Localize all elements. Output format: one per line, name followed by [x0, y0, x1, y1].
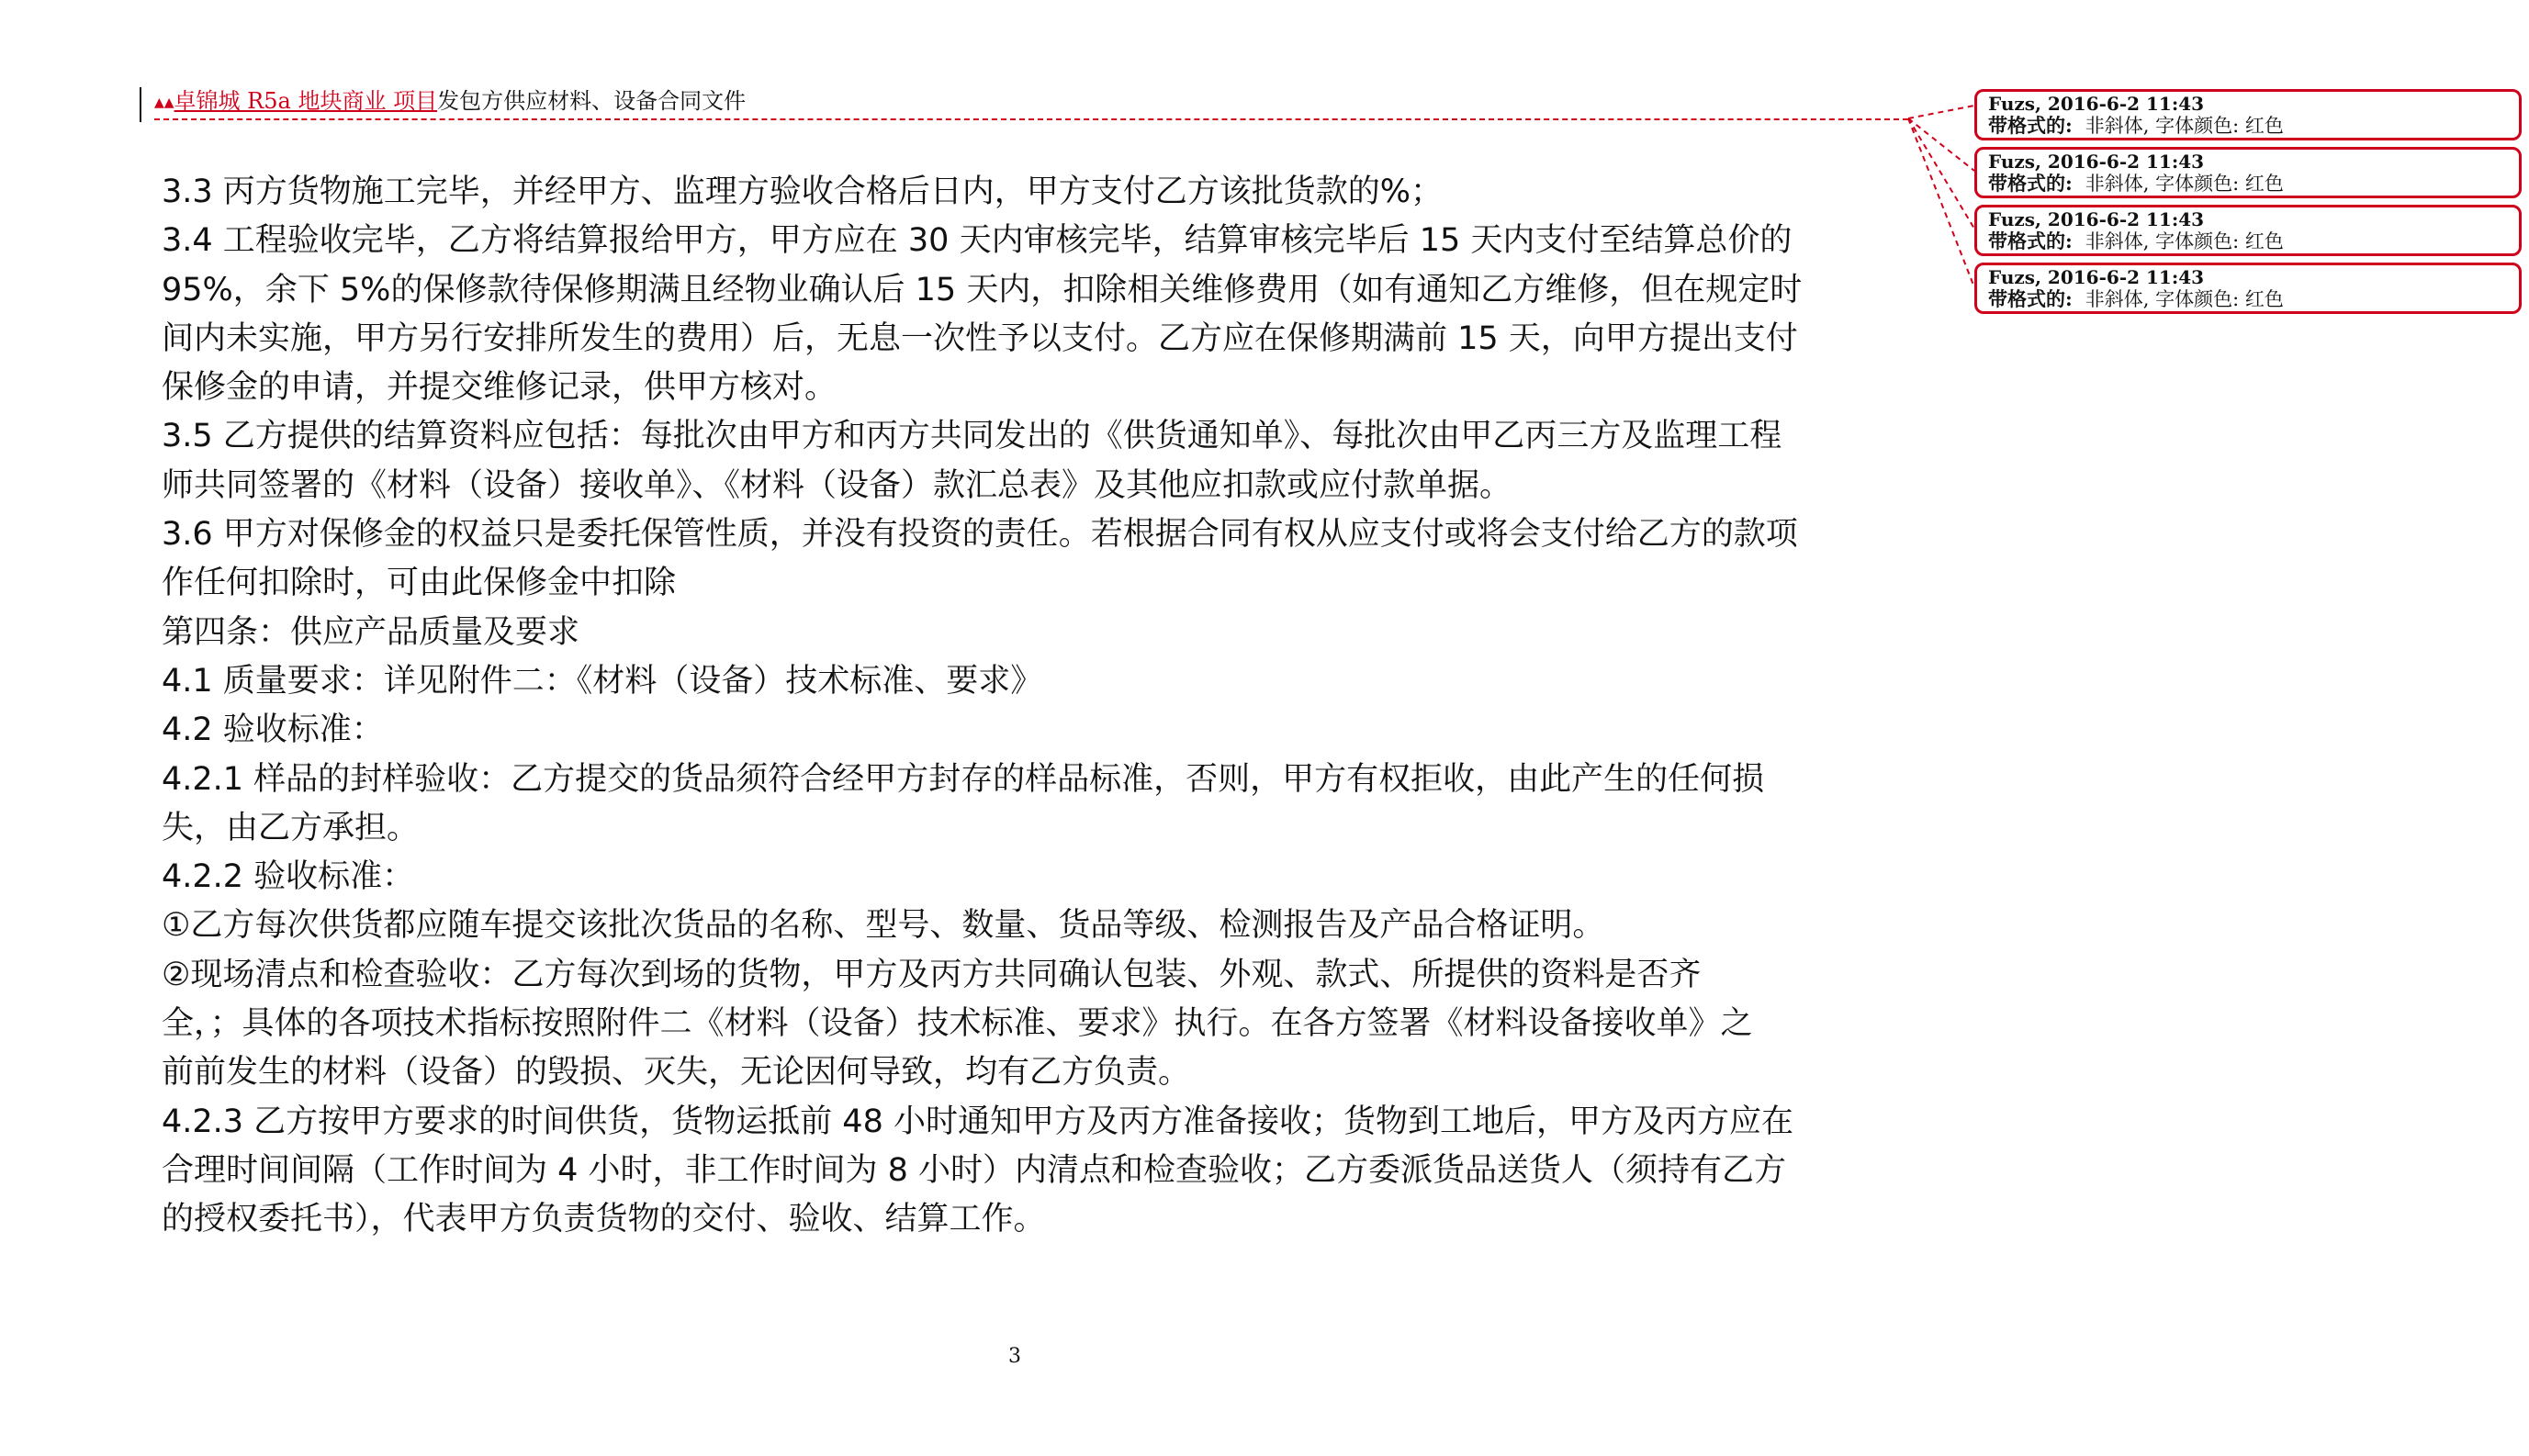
paragraph-line: 失，由乙方承担。: [162, 809, 420, 846]
paragraph-line: ②现场清点和检查验收：乙方每次到场的货物，甲方及丙方共同确认包装、外观、款式、所提供的资料是否齐: [162, 956, 1702, 993]
comment-balloon[interactable]: [1974, 205, 2522, 256]
page-header: [154, 87, 1908, 120]
paragraph-line: 3.6 甲方对保修金的权益只是委托保管性质，并没有投资的责任。若根据合同有权从应支付或将会支付给乙方的款项: [162, 516, 1798, 554]
comment-detail: 非斜体, 字体颜色: 红色: [2085, 230, 2284, 252]
connector-line: [1908, 118, 1974, 287]
comment-detail: 非斜体, 字体颜色: 红色: [2085, 173, 2284, 195]
insertion-markers: ▲▲: [154, 95, 174, 110]
comment-author-date: Fuzs, 2016-6-2 11:43: [1988, 151, 2205, 173]
section-heading: 第四条：供应产品质量及要求: [162, 613, 580, 651]
paragraph-line: 4.2 验收标准：: [162, 711, 384, 749]
comment-balloon[interactable]: [1974, 147, 2522, 198]
paragraph-line: 的授权委托书），代表甲方负责货物的交付、验收、结算工作。: [162, 1201, 1046, 1238]
paragraph-line: 4.1 质量要求：详见附件二：《材料（设备）技术标准、要求》: [162, 662, 1043, 700]
paragraph-line: 4.2.1 样品的封样验收：乙方提交的货品须符合经甲方封存的样品标准，否则，甲方有权拒收，由此产生的任何损: [162, 760, 1765, 798]
page-number: 3: [1008, 1345, 1021, 1368]
comment-author-date: Fuzs, 2016-6-2 11:43: [1988, 266, 2205, 288]
paragraph-line: 间内未实施，甲方另行安排所发生的费用）后，无息一次性予以支付。乙方应在保修期满前 15 天，向甲方提出支付: [162, 319, 1798, 357]
paragraph-line: 95%，余下 5%的保修款待保修期满且经物业确认后 15 天内，扣除相关维修费用（如有通知乙方维修，但在规定时: [162, 271, 1803, 308]
paragraph-line: 作任何扣除时，可由此保修金中扣除: [162, 565, 677, 602]
comment-label: 带格式的:: [1988, 172, 2073, 195]
comment-detail: 非斜体, 字体颜色: 红色: [2085, 288, 2284, 310]
connector-line: [1908, 106, 1974, 118]
paragraph-line: 4.2.3 乙方按甲方要求的时间供货，货物运抵前 48 小时通知甲方及丙方准备接收；货物到工地后，甲方及丙方应在: [162, 1103, 1793, 1140]
paragraph-line: ①乙方每次供货都应随车提交该批次货品的名称、型号、数量、货品等级、检测报告及产品合格证明。: [162, 907, 1605, 945]
comment-balloon[interactable]: [1974, 89, 2522, 140]
paragraph-line: 合理时间间隔（工作时间为 4 小时，非工作时间为 8 小时）内清点和检查验收；乙方委派货品送货人（须持有乙方: [162, 1151, 1787, 1189]
header-title: 发包方供应材料、设备合同文件: [437, 88, 747, 114]
comment-balloon[interactable]: [1974, 263, 2522, 314]
header-tracked-text[interactable]: 卓锦城 R5a 地块商业 项目: [174, 88, 438, 114]
paragraph-line: 全，；具体的各项技术指标按照附件二《材料（设备）技术标准、要求》执行。在各方签署《材料设备接收单》之: [162, 1005, 1753, 1043]
connector-line: [1908, 118, 1974, 229]
change-bar: [140, 87, 141, 122]
comment-label: 带格式的:: [1988, 230, 2073, 252]
connector-line: [1908, 118, 1974, 171]
paragraph-line: 3.3 丙方货物施工完毕，并经甲方、监理方验收合格后日内，甲方支付乙方该批货款的%；: [162, 174, 1444, 210]
comment-detail: 非斜体, 字体颜色: 红色: [2085, 115, 2284, 137]
paragraph-line: 前前发生的材料（设备）的毁损、灭失，无论因何导致，均有乙方负责。: [162, 1054, 1191, 1092]
comment-author-date: Fuzs, 2016-6-2 11:43: [1988, 208, 2205, 230]
document-body: [162, 168, 1916, 1245]
paragraph-line: 3.5 乙方提供的结算资料应包括：每批次由甲方和丙方共同发出的《供货通知单》、每批次由甲乙丙三方及监理工程: [162, 418, 1782, 455]
comment-label: 带格式的:: [1988, 287, 2073, 310]
paragraph-line: 3.4 工程验收完毕，乙方将结算报给甲方，甲方应在 30 天内审核完毕，结算审核完毕后 15 天内支付至结算总价的: [162, 222, 1793, 260]
comment-author-date: Fuzs, 2016-6-2 11:43: [1988, 93, 2205, 115]
paragraph-line: 师共同签署的《材料（设备）接收单》、《材料（设备）款汇总表》及其他应扣款或应付款单据。: [162, 466, 1512, 504]
paragraph-line: 保修金的申请，并提交维修记录，供甲方核对。: [162, 369, 837, 407]
comment-label: 带格式的:: [1988, 114, 2073, 137]
paragraph-line: 4.2.2 验收标准：: [162, 858, 415, 896]
